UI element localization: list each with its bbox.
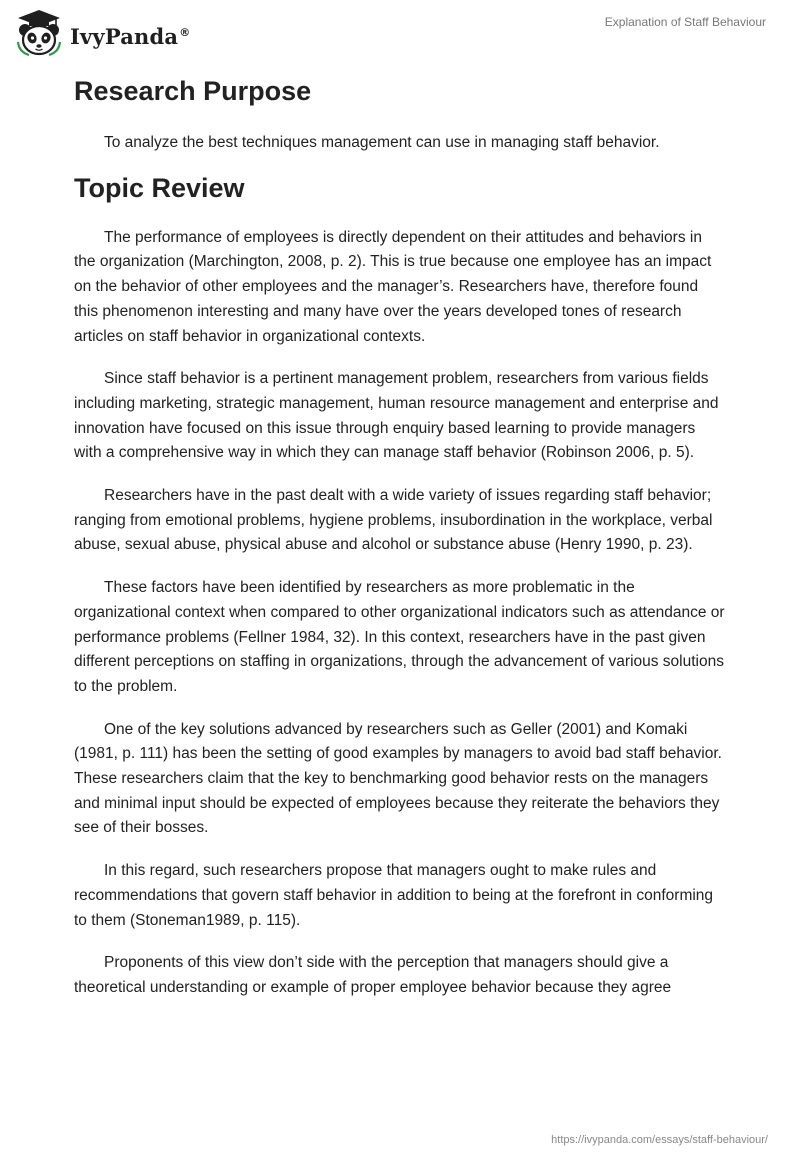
paragraph: One of the key solutions advanced by researchers such as Geller (2001) and Komaki (1981, p. 111) has been the setting of good examples by managers to avoid bad staff behavior. These researchers claim that the key to benchmarking good behavior rests on the managers and minimal input should be expected of employees because they reiterate the behaviors they see of their bosses. bbox=[74, 720, 722, 837]
paragraph: Since staff behavior is a pertinent management problem, researchers from various fields including marketing, strategic management, human resource management and enterprise and innovation have focused on this issue through enquiry based learning to provide managers with a comprehensive way in which they can manage staff behavior (Robinson 2006, p. 5). bbox=[74, 370, 719, 462]
paragraph: The performance of employees is directly dependent on their attitudes and behaviors in the organization (Marchington, 2008, p. 2). This is true because one employee has an impact on the behavior of other employees and the manager’s. Researchers have, therefore found this phenomenon interesting and many have over the years developed tones of research articles on staff behavior in organizational contexts. bbox=[74, 228, 712, 345]
brand-logo[interactable] bbox=[14, 8, 190, 58]
brand-registered-mark: ® bbox=[179, 25, 191, 39]
section-heading-topic-review: Topic Review bbox=[74, 172, 245, 203]
paragraph: In this regard, such researchers propose that managers ought to make rules and recommendations that govern staff behavior in addition to being at the forefront in conforming to them (Stoneman1989, p. 115). bbox=[74, 862, 714, 929]
source-url-link[interactable]: https://ivypanda.com/essays/staff-behaviour/ bbox=[551, 1134, 768, 1146]
paragraph: Proponents of this view don’t side with the perception that managers should give a theoretical understanding or example of proper employee behavior because they agree bbox=[74, 954, 672, 996]
page-header bbox=[0, 0, 800, 64]
essay-content bbox=[74, 70, 726, 1001]
paragraph: Researchers have in the past dealt with a wide variety of issues regarding staff behavior; ranging from emotional problems, hygiene problems, insubordination in the workplace, verbal abuse, sexual abuse, physical abuse and alcohol or substance abuse (Henry 1990, p. 23). bbox=[74, 487, 713, 554]
document-title: Explanation of Staff Behaviour bbox=[604, 15, 766, 29]
panda-graduate-icon bbox=[14, 8, 64, 58]
brand-name: IvyPanda® bbox=[70, 23, 191, 49]
section-heading-research-purpose: Research Purpose bbox=[74, 76, 312, 106]
paragraph: These factors have been identified by researchers as more problematic in the organizational context when compared to other organizational indicators such as attendance or performance problems (Fellner 1984, 32). In this context, researchers have in the past given different perceptions on staffing in organizations, through the advancement of various solutions to the problem. bbox=[74, 579, 725, 695]
paragraph: To analyze the best techniques management can use in managing staff behavior. bbox=[104, 134, 660, 151]
